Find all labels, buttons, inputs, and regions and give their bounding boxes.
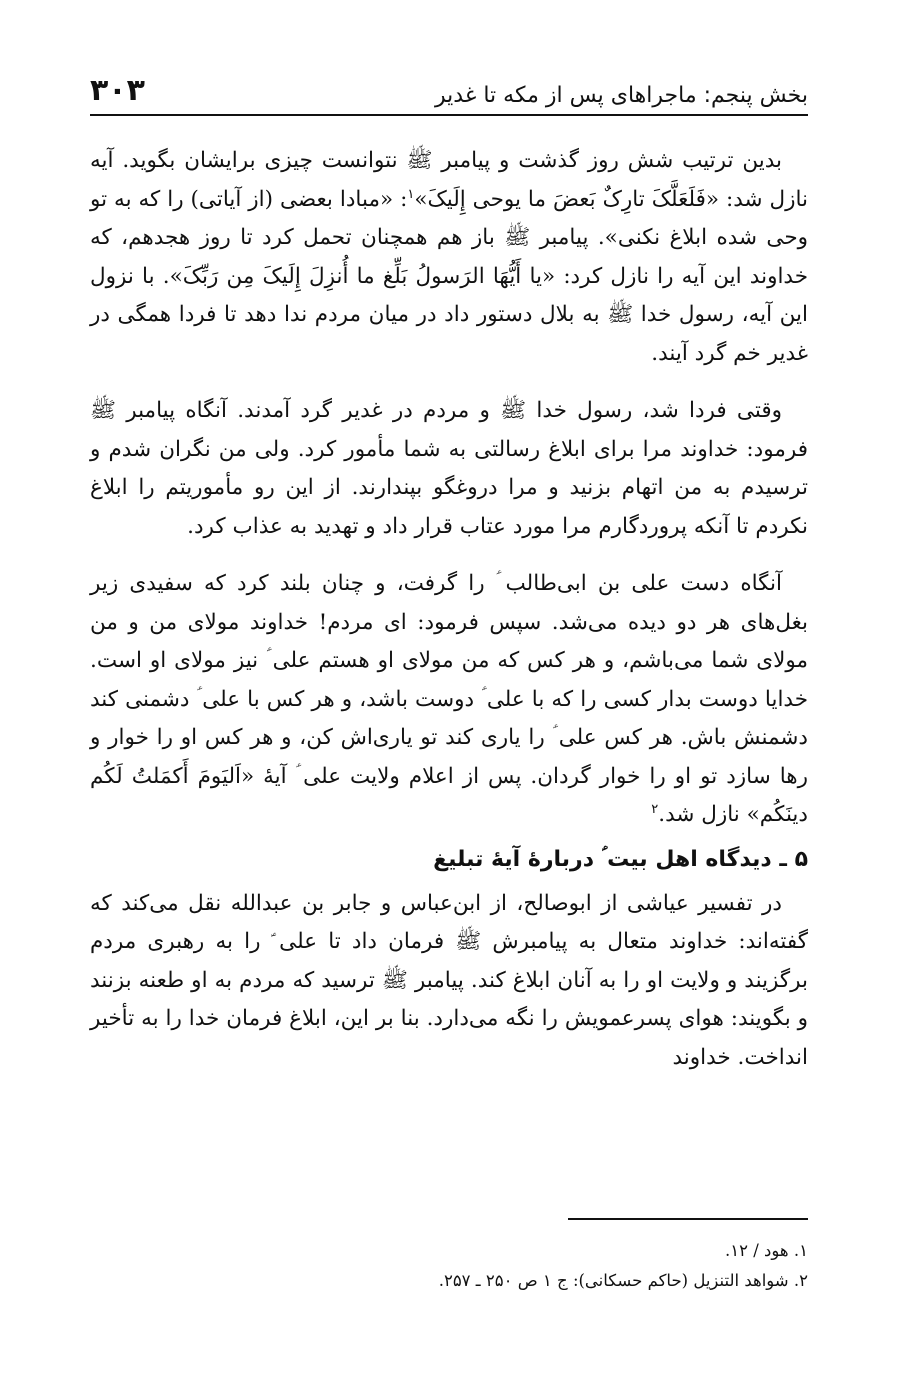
- paragraph-1-part-2: : «مبادا بعضی (از آیاتی) را که به تو وحی شده ابلاغ نکنی». پیامبر ﷺ باز هم همچنان تحمل کرد تا روز هجدهم، که خداوند این آیه را نازل کرد: «یا أَیُّهَا الرَسولُ بَلِّغ ما أُنزِلَ إِلَیکَ مِن رَبِّکَ». با نزول این آیه، رسول خدا ﷺ به بلال دستور داد در میان مردم ندا دهد تا فردا همگی در غدیر خم گرد آیند.: [90, 186, 808, 366]
- paragraph-1-part-1: بدین ترتیب شش روز گذشت و پیامبر ﷺ نتوانست چیزی برایشان بگوید. آیه نازل شد: «فَلَعَلَّکَ تارِکٌ بَعضَ ما یوحی إِلَیکَ»: [90, 148, 808, 212]
- footnotes: [90, 1218, 808, 1296]
- body-text: [90, 142, 808, 1077]
- page-header: [90, 60, 808, 116]
- section-heading: ۵ ـ دیدگاه اهل بیت ؑ دربارهٔ آیهٔ تبلیغ: [433, 846, 808, 872]
- footnote-divider: [568, 1218, 808, 1220]
- page-number: ۳۰۳: [90, 73, 145, 108]
- paragraph-1: [90, 142, 808, 373]
- section-paragraph: در تفسیر عیاشی از ابوصالح، از ابن‌عباس و جابر بن عبدالله نقل می‌کند که گفته‌اند: خداوند متعال به پیامبرش ﷺ فرمان داد تا علی ؑ را به رهبری مردم برگزیند و ولایت او را به آنان ابلاغ کند. پیامبر ﷺ ترسید که مردم به او طعنه بزنند و بگویند: هوای پسرعمویش را نگه می‌دارد. بنا بر این، ابلاغ فرمان خدا را به تأخیر انداخت. خداوند: [90, 890, 808, 1070]
- paragraph-3-part-1: آنگاه دست علی بن ابی‌طالب ؑ را گرفت، و چنان بلند کرد که سفیدی زیر بغل‌های هر دو دیده می‌شد. سپس فرمود: ای مردم! خداوند مولای من و من مولای شما می‌باشم، و هر کس که من مولای او هستم علی ؑ نیز مولای او است. خدایا دوست بدار کسی را که با علی ؑ دوست باشد، و هر کس با علی ؑ دشمنی کند دشمنش باش. هر کس علی ؑ را یاری کند تو یاری‌اش کن، و هر کس او را خوار و رها سازد تو او را خوار گردان. پس از اعلام ولایت علی ؑ آیهٔ «اَلیَومَ أَکمَلتُ لَکُم دینَکُم» نازل شد.: [90, 571, 808, 827]
- footnote-2: ۲. شواهد التنزیل (حاکم حسکانی): ج ۱ ص ۲۵۰ ـ ۲۵۷.: [438, 1271, 808, 1290]
- book-page: [90, 60, 808, 1096]
- footnote-ref-1: ۱: [407, 186, 415, 202]
- running-title: بخش پنجم: ماجراهای پس از مکه تا غدیر: [435, 83, 808, 108]
- footnote-ref-2: ۲: [651, 801, 659, 817]
- footnote-1: ۱. هود / ۱۲.: [725, 1241, 808, 1260]
- paragraph-3: [90, 565, 808, 835]
- paragraph-2: وقتی فردا شد، رسول خدا ﷺ و مردم در غدیر گرد آمدند. آنگاه پیامبر ﷺ فرمود: خداوند مرا برای ابلاغ رسالتی به شما مأمور کرد. ولی من نگران شدم و ترسیدم به من اتهام بزنید و مرا دروغگو بپندارند. از این رو مأموریتم را ابلاغ نکردم تا آنکه پروردگارم مرا مورد عتاب قرار داد و تهدید به عذاب کرد.: [90, 398, 808, 539]
